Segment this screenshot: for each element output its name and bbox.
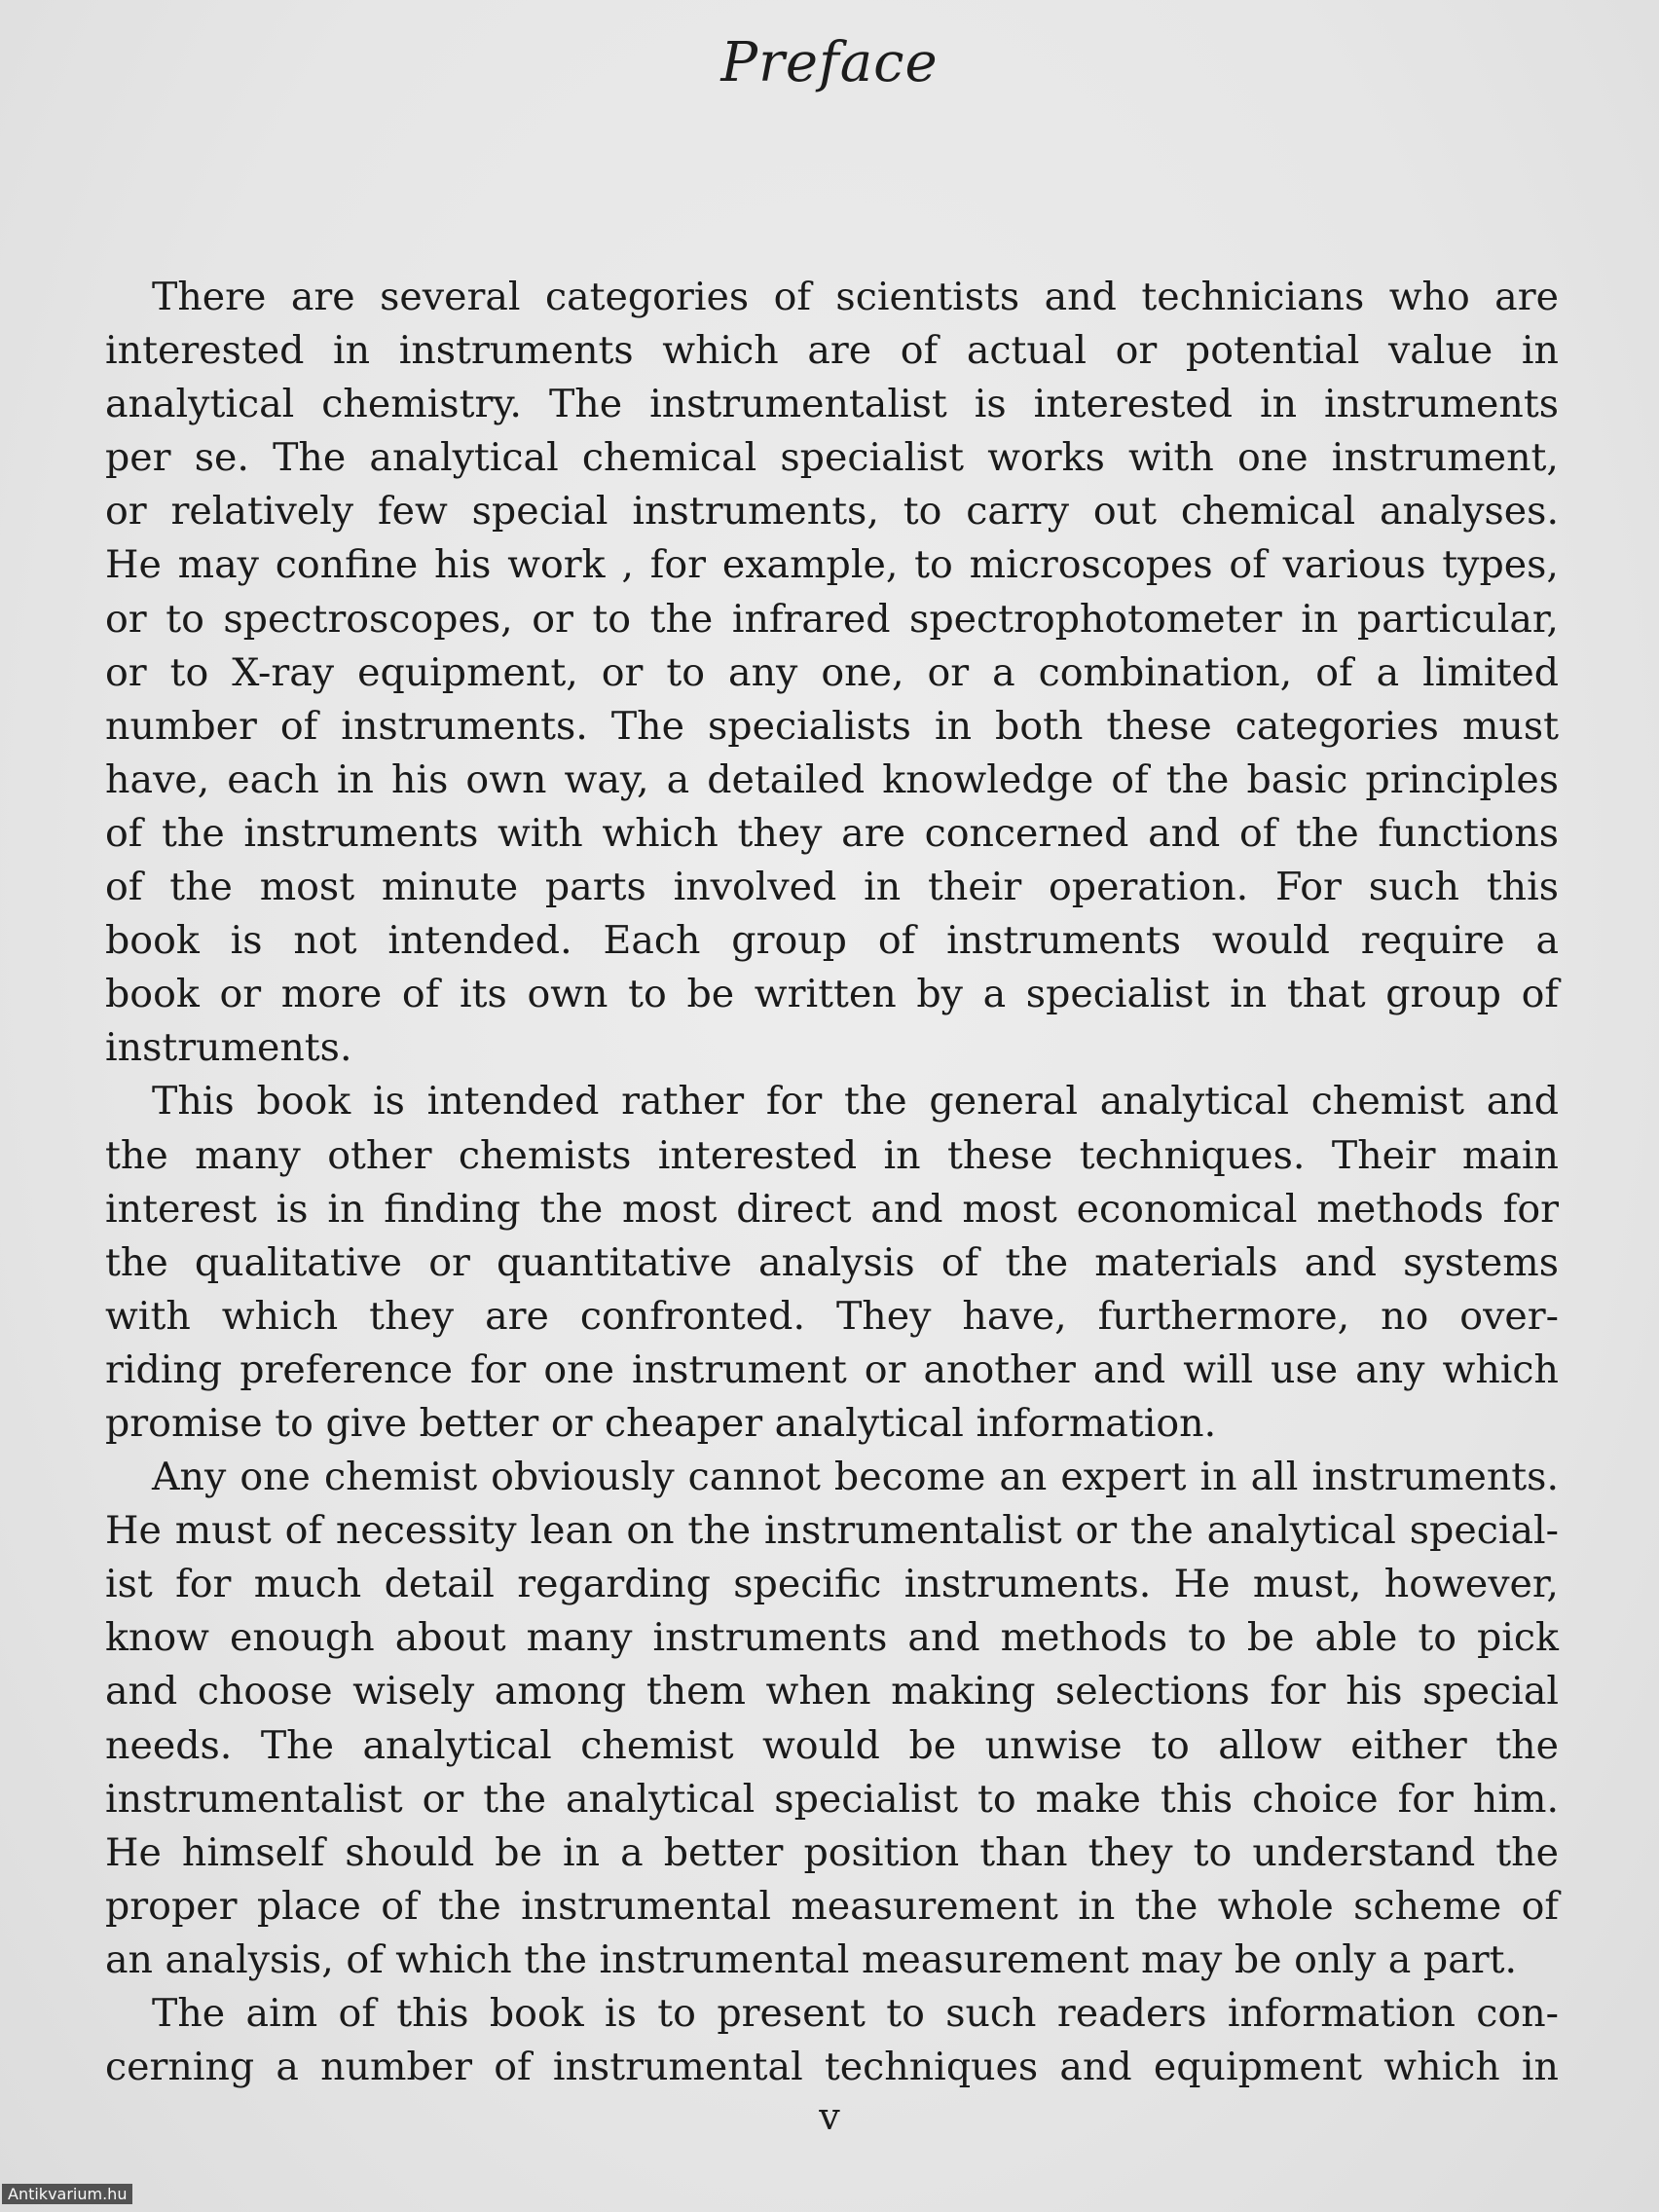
text-line: interested in instruments which are of actual or potential value in: [105, 328, 1559, 374]
text-line: of the instruments with which they are concerned and of the functions: [105, 810, 1559, 856]
text-line: the qualitative or quantitative analysis of the materials and systems: [105, 1239, 1559, 1285]
text-line: interest is in finding the most direct and most economical methods for: [105, 1186, 1559, 1232]
text-line: instruments.: [105, 1025, 352, 1071]
text-line: an analysis, of which the instrumental measurement may be only a part.: [105, 1936, 1518, 1982]
paragraph: [105, 1987, 1559, 2094]
text-line: He may confine his work , for example, to microscopes of various types,: [105, 542, 1559, 588]
text-line: or to spectroscopes, or to the infrared spectrophotometer in particular,: [105, 596, 1559, 642]
page-title: Preface: [720, 31, 939, 94]
text-line: or relatively few special instruments, to carry out chemical analyses.: [105, 489, 1559, 535]
paragraph: [105, 1075, 1559, 1451]
text-line: riding preference for one instrument or another and will use any which: [105, 1346, 1559, 1392]
text-line: The aim of this book is to present to such readers information con-: [152, 1991, 1559, 2036]
text-line: cerning a number of instrumental techniques and equipment which in: [105, 2045, 1559, 2090]
paragraph: [105, 1451, 1559, 1987]
text-line: needs. The analytical chemist would be unwise to allow either the: [105, 1722, 1559, 1768]
text-line: book is not intended. Each group of instruments would require a: [105, 918, 1559, 964]
text-line: number of instruments. The specialists in both these categories must: [105, 703, 1559, 749]
text-line: proper place of the instrumental measurement in the whole scheme of: [105, 1883, 1559, 1929]
page-number: v: [819, 2095, 840, 2138]
preface-body: [105, 271, 1559, 2094]
text-line: of the most minute parts involved in their operation. For such this: [105, 865, 1559, 910]
text-line: per se. The analytical chemical specialist works with one instrument,: [105, 435, 1559, 481]
text-line: the many other chemists interested in these techniques. Their main: [105, 1132, 1559, 1178]
text-line: or to X-ray equipment, or to any one, or a combination, of a limited: [105, 649, 1559, 695]
text-line: Any one chemist obviously cannot become an expert in all instruments.: [152, 1455, 1559, 1500]
text-line: and choose wisely among them when making selections for his special: [105, 1669, 1559, 1714]
text-line: He himself should be in a better position than they to understand the: [105, 1829, 1559, 1875]
text-line: ist for much detail regarding specific instruments. He must, however,: [105, 1562, 1559, 1607]
watermark: Antikvarium.hu: [2, 2184, 132, 2204]
text-line: He must of necessity lean on the instrumentalist or the analytical special-: [105, 1508, 1559, 1554]
text-line: There are several categories of scientists and technicians who are: [152, 275, 1559, 319]
text-line: promise to give better or cheaper analytical information.: [105, 1400, 1217, 1446]
paragraph: [105, 271, 1559, 1075]
text-line: This book is intended rather for the general analytical chemist and: [152, 1079, 1559, 1124]
text-line: instrumentalist or the analytical specialist to make this choice for him.: [105, 1776, 1559, 1822]
text-line: analytical chemistry. The instrumentalist is interested in instruments: [105, 382, 1559, 427]
text-line: have, each in his own way, a detailed knowledge of the basic principles: [105, 756, 1559, 802]
text-line: know enough about many instruments and methods to be able to pick: [105, 1615, 1559, 1661]
text-line: book or more of its own to be written by a specialist in that group of: [105, 972, 1559, 1017]
text-line: with which they are confronted. They have, furthermore, no over-: [105, 1293, 1559, 1339]
